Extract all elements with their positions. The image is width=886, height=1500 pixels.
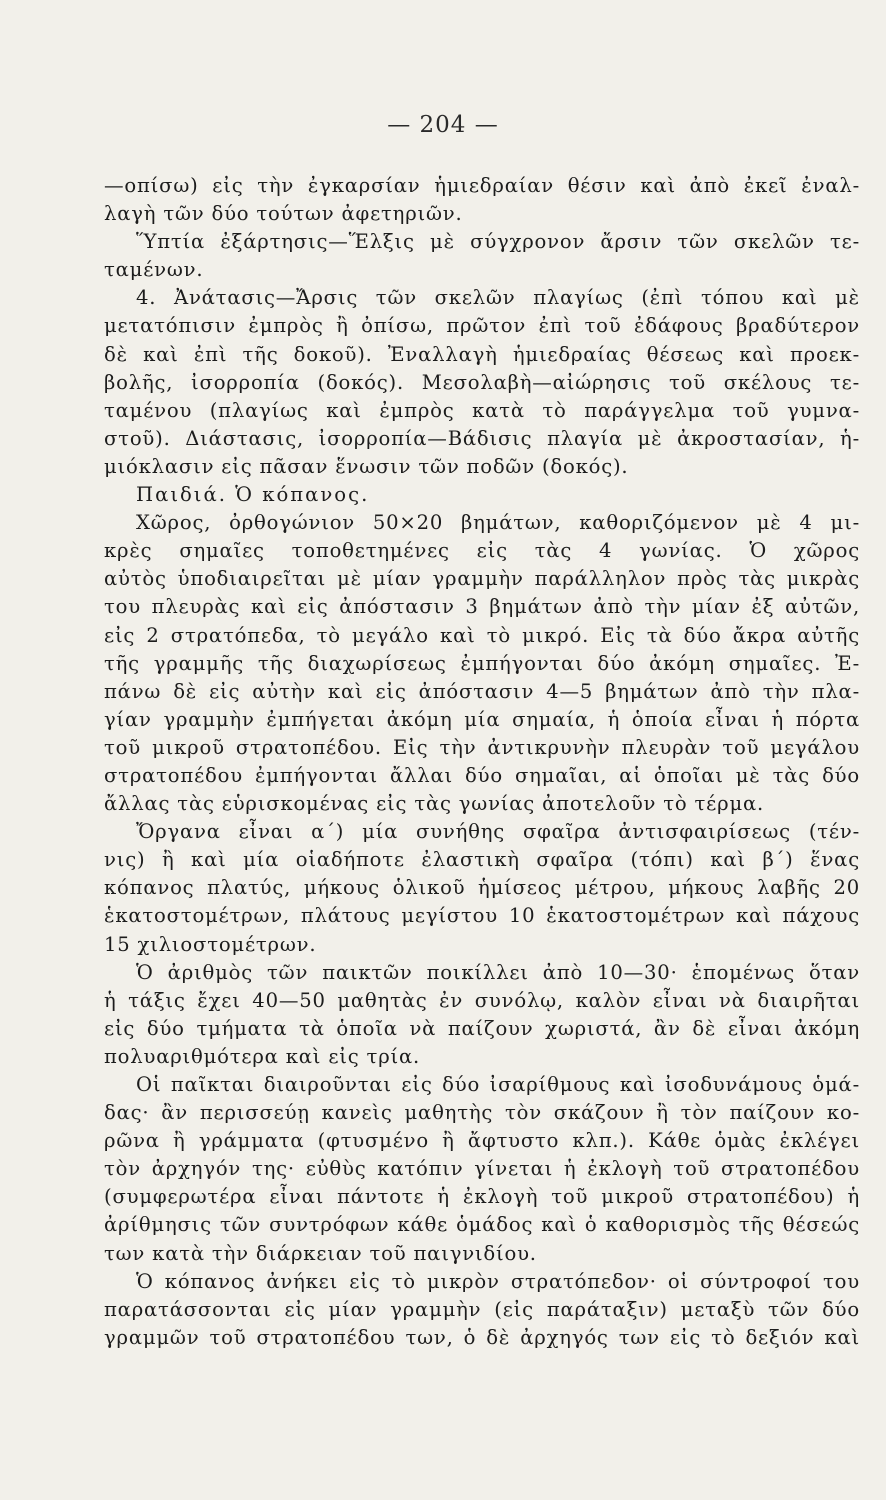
- text-line: ἑκατοστομέτρων, πλάτους μεγίστου 10 ἑκατοστομέτρων καὶ πάχους: [104, 904, 860, 928]
- text-line: δὲ καὶ ἐπὶ τῆς δοκοῦ). Ἐναλλαγὴ ἡμιεδραίας θέσεως καὶ προεκ-: [104, 342, 860, 366]
- text-line: δας· ἂν περισσεύῃ κανεὶς μαθητὴς τὸν σκάζουν ἢ τὸν παίζουν κο-: [104, 1101, 860, 1125]
- text-line: βολῆς, ἰσορροπία (δοκός). Μεσολαβὴ—αἰώρησις τοῦ σκέλους τε-: [104, 370, 860, 394]
- text-line: τὸν ἀρχηγόν της· εὐθὺς κατόπιν γίνεται ἡ ἐκλογὴ τοῦ στρατοπέδου: [104, 1157, 860, 1181]
- text-line: Ὄργανα εἶναι α΄) μία συνήθης σφαῖρα ἀντισφαιρίσεως (τέν-: [136, 820, 860, 844]
- text-line: ταμένου (πλαγίως καὶ ἐμπρὸς κατὰ τὸ παράγγελμα τοῦ γυμνα-: [104, 398, 860, 422]
- text-line: στρατοπέδου ἐμπήγονται ἄλλαι δύο σημαῖαι, αἱ ὁποῖαι μὲ τὰς δύο: [104, 763, 860, 787]
- page-number: — 204 —: [387, 112, 499, 138]
- text-line: πάνω δὲ εἰς αὐτὴν καὶ εἰς ἀπόστασιν 4—5 βημάτων ἀπὸ τὴν πλα-: [104, 679, 860, 703]
- text-line: εἰς 2 στρατόπεδα, τὸ μεγάλο καὶ τὸ μικρό. Εἰς τὰ δύο ἄκρα αὐτῆς: [104, 623, 860, 647]
- text-line: Χῶρος, ὀρθογώνιον 50×20 βημάτων, καθοριζόμενον μὲ 4 μι-: [136, 511, 860, 535]
- section-heading: Παιδιά. Ὁ κόπανος.: [136, 483, 370, 507]
- text-line: Οἱ παῖκται διαιροῦνται εἰς δύο ἰσαρίθμους καὶ ἰσοδυνάμους ὁμά-: [136, 1073, 860, 1096]
- text-line: κρὲς σημαῖες τοποθετημένες εἰς τὰς 4 γωνίας. Ὁ χῶρος: [104, 539, 860, 563]
- text-line: ἡ τάξις ἔχει 40—50 μαθητὰς ἐν συνόλῳ, καλὸν εἶναι νὰ διαιρῆται: [104, 988, 860, 1012]
- text-line: ταμένων.: [104, 258, 204, 282]
- text-line: μετατόπισιν ἐμπρὸς ἢ ὀπίσω, πρῶτον ἐπὶ τοῦ ἐδάφους βραδύτερον: [104, 314, 860, 338]
- text-line: του πλευρὰς καὶ εἰς ἀπόστασιν 3 βημάτων ἀπὸ τὴν μίαν ἐξ αὐτῶν,: [104, 595, 860, 619]
- text-line: παρατάσσονται εἰς μίαν γραμμὴν (εἰς παράταξιν) μεταξὺ τῶν δύο: [104, 1297, 860, 1321]
- text-line: εἰς δύο τμήματα τὰ ὁποῖα νὰ παίζουν χωριστά, ἂν δὲ εἶναι ἀκόμη: [104, 1016, 860, 1040]
- text-line: ἄλλας τὰς εὑρισκομένας εἰς τὰς γωνίας ἀποτελοῦν τὸ τέρμα.: [104, 792, 765, 816]
- text-line: πολυαριθμότερα καὶ εἰς τρία.: [104, 1044, 421, 1068]
- text-line: Ὕπτία ἐξάρτησις—Ἕλξις μὲ σύγχρονον ἄρσιν τῶν σκελῶν τε-: [136, 230, 860, 254]
- text-line: τοῦ μικροῦ στρατοπέδου. Εἰς τὴν ἀντικρυνὴν πλευρὰν τοῦ μεγάλου: [104, 735, 860, 759]
- text-line: μιόκλασιν εἰς πᾶσαν ἕνωσιν τῶν ποδῶν (δοκός).: [104, 454, 629, 478]
- text-line: τῆς γραμμῆς τῆς διαχωρίσεως ἐμπήγονται δύο ἀκόμη σημαῖες. Ἐ-: [104, 651, 860, 675]
- text-line: των κατὰ τὴν διάρκειαν τοῦ παιγνιδίου.: [104, 1241, 537, 1265]
- text-line: Ὁ κόπανος ἀνήκει εἰς τὸ μικρὸν στρατόπεδον· οἱ σύντροφοί του: [136, 1269, 860, 1293]
- text-line: Ὁ ἀριθμὸς τῶν παικτῶν ποικίλλει ἀπὸ 10—30· ἑπομένως ὅταν: [136, 960, 860, 984]
- body-text: [104, 172, 860, 1352]
- text-line: γραμμῶν τοῦ στρατοπέδου των, ὁ δὲ ἀρχηγός των εἰς τὸ δεξιόν καὶ: [104, 1325, 860, 1349]
- text-line: 15 χιλιοστομέτρων.: [104, 932, 317, 956]
- text-line: λαγὴ τῶν δύο τούτων ἀφετηριῶν.: [104, 202, 463, 226]
- text-line: ρῶνα ἢ γράμματα (φτυσμένο ἢ ἄφτυστο κλπ.). Κάθε ὁμὰς ἐκλέγει: [104, 1129, 860, 1153]
- text-line: 4. Ἀνάτασις—Ἄρσις τῶν σκελῶν πλαγίως (ἐπὶ τόπου καὶ μὲ: [136, 286, 860, 310]
- text-line: —οπίσω) εἰς τὴν ἐγκαρσίαν ἡμιεδραίαν θέσιν καὶ ἀπὸ ἐκεῖ ἐναλ-: [104, 174, 860, 197]
- text-line: (συμφερωτέρα εἶναι πάντοτε ἡ ἐκλογὴ τοῦ μικροῦ στρατοπέδου) ἡ: [104, 1185, 860, 1209]
- text-line: νις) ἢ καὶ μία οἱαδήποτε ἐλαστικὴ σφαῖρα (τόπι) καὶ β΄) ἕνας: [104, 848, 860, 872]
- text-line: ἀρίθμησις τῶν συντρόφων κάθε ὁμάδος καὶ ὁ καθορισμὸς τῆς θέσεώς: [104, 1213, 860, 1237]
- text-line: στοῦ). Διάστασις, ἰσορροπία—Βάδισις πλαγία μὲ ἀκροστασίαν, ἡ-: [104, 426, 860, 450]
- text-line: κόπανος πλατύς, μήκους ὁλικοῦ ἡμίσεος μέτρου, μήκους λαβῆς 20: [104, 876, 860, 900]
- text-line: γίαν γραμμὴν ἐμπήγεται ἀκόμη μία σημαία, ἡ ὁποία εἶναι ἡ πόρτα: [104, 707, 860, 731]
- text-line: αὐτὸς ὑποδιαιρεῖται μὲ μίαν γραμμὴν παράλληλον πρὸς τὰς μικρὰς: [104, 567, 860, 591]
